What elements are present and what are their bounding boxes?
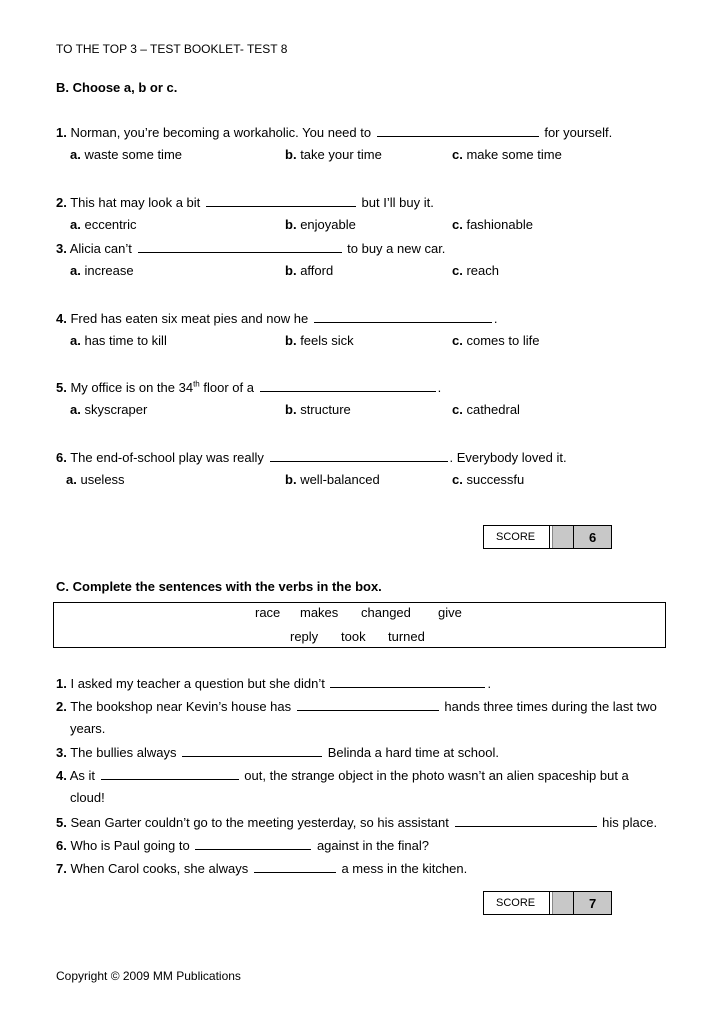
question-number: 3. xyxy=(56,241,67,256)
question-text: floor of a xyxy=(203,380,254,395)
score-max: 7 xyxy=(574,892,611,914)
option-c[interactable]: c. successfu xyxy=(452,472,525,487)
option-a[interactable]: a. useless xyxy=(66,472,125,487)
verb-box xyxy=(53,602,666,648)
question-text: Alicia can’t xyxy=(69,241,132,256)
question-b4 xyxy=(56,310,497,327)
question-text: . xyxy=(493,311,498,326)
question-text: for yourself. xyxy=(544,125,613,140)
answer-blank[interactable] xyxy=(138,240,342,253)
answer-blank[interactable] xyxy=(254,860,336,873)
question-text: Fred has eaten six meat pies and now he xyxy=(70,311,309,326)
option-b[interactable]: b. feels sick xyxy=(285,333,354,348)
score-box-c xyxy=(483,891,612,915)
option-a[interactable]: a. eccentric xyxy=(70,217,137,232)
question-text: his place. xyxy=(602,815,658,830)
score-label: SCORE xyxy=(484,892,550,914)
question-text: My office is on the 34 xyxy=(70,380,194,395)
score-box-b xyxy=(483,525,612,549)
answer-blank[interactable] xyxy=(314,310,492,323)
verb-word: reply xyxy=(290,629,319,644)
verb-word: took xyxy=(341,629,366,644)
question-number: 1. xyxy=(56,125,67,140)
question-text: Sean Garter couldn’t go to the meeting yesterday, so his assistant xyxy=(70,815,449,830)
score-label: SCORE xyxy=(484,526,550,548)
option-a[interactable]: a. waste some time xyxy=(70,147,183,162)
option-c[interactable]: c. cathedral xyxy=(452,402,520,417)
answer-blank[interactable] xyxy=(330,675,485,688)
question-text: a mess in the kitchen. xyxy=(341,861,468,876)
question-text: This hat may look a bit xyxy=(70,195,201,210)
question-text: As it xyxy=(69,768,96,783)
sentence-c4 xyxy=(56,767,629,784)
sentence-c6 xyxy=(56,837,429,854)
option-c[interactable]: c. comes to life xyxy=(452,333,540,348)
question-number: 4. xyxy=(56,768,67,783)
verb-word: race xyxy=(255,605,281,620)
question-b6 xyxy=(56,449,567,466)
option-b[interactable]: b. take your time xyxy=(285,147,382,162)
option-b[interactable]: b. well-balanced xyxy=(285,472,380,487)
answer-blank[interactable] xyxy=(182,744,322,757)
section-b-title: B. Choose a, b or c. xyxy=(56,80,178,95)
question-text: to buy a new car. xyxy=(347,241,446,256)
option-b[interactable]: b. structure xyxy=(285,402,351,417)
question-number: 3. xyxy=(56,745,67,760)
question-text: The bookshop near Kevin’s house has xyxy=(70,699,292,714)
option-a[interactable]: a. has time to kill xyxy=(70,333,167,348)
question-number: 5. xyxy=(56,815,67,830)
option-c[interactable]: c. reach xyxy=(452,263,499,278)
sentence-c4-continued: cloud! xyxy=(70,790,105,805)
answer-blank[interactable] xyxy=(101,767,239,780)
option-a[interactable]: a. increase xyxy=(70,263,134,278)
question-text: Who is Paul going to xyxy=(70,838,190,853)
question-number: 1. xyxy=(56,676,67,691)
answer-blank[interactable] xyxy=(195,837,311,850)
question-text: When Carol cooks, she always xyxy=(70,861,249,876)
question-text: I asked my teacher a question but she didn’t xyxy=(70,676,325,691)
question-b3 xyxy=(56,240,445,257)
option-b[interactable]: b. afford xyxy=(285,263,334,278)
sentence-c7 xyxy=(56,860,467,877)
score-input[interactable] xyxy=(550,526,575,548)
question-text: The bullies always xyxy=(70,745,177,760)
question-number: 6. xyxy=(56,838,67,853)
sentence-c2-continued: years. xyxy=(70,721,106,736)
question-text: The end-of-school play was really xyxy=(70,450,264,465)
question-text: but I’ll buy it. xyxy=(361,195,434,210)
question-text: . xyxy=(487,676,492,691)
verb-word: give xyxy=(438,605,462,620)
question-number: 2. xyxy=(56,195,67,210)
page-header: TO THE TOP 3 – TEST BOOKLET- TEST 8 xyxy=(56,42,288,56)
verb-word: makes xyxy=(300,605,339,620)
answer-blank[interactable] xyxy=(297,698,439,711)
answer-blank[interactable] xyxy=(260,379,436,392)
question-number: 5. xyxy=(56,380,67,395)
superscript: th xyxy=(193,379,200,389)
question-b2 xyxy=(56,194,434,211)
option-c[interactable]: c. make some time xyxy=(452,147,562,162)
section-c-title: C. Complete the sentences with the verbs in the box. xyxy=(56,579,382,594)
sentence-c3 xyxy=(56,744,499,761)
question-number: 6. xyxy=(56,450,67,465)
verb-word: changed xyxy=(361,605,411,620)
question-number: 4. xyxy=(56,311,67,326)
question-text: Belinda a hard time at school. xyxy=(327,745,499,760)
question-text: . Everybody loved it. xyxy=(449,450,567,465)
score-input[interactable] xyxy=(550,892,575,914)
question-text: out, the strange object in the photo wasn’t an alien spaceship but a xyxy=(244,768,629,783)
question-number: 7. xyxy=(56,861,67,876)
question-text: against in the final? xyxy=(316,838,429,853)
question-b5 xyxy=(56,379,441,396)
sentence-c2 xyxy=(56,698,657,715)
question-text: . xyxy=(437,380,442,395)
sentence-c5 xyxy=(56,814,657,831)
question-number: 2. xyxy=(56,699,67,714)
question-text: hands three times during the last two xyxy=(444,699,657,714)
copyright-footer: Copyright © 2009 MM Publications xyxy=(56,969,241,983)
answer-blank[interactable] xyxy=(377,124,539,137)
answer-blank[interactable] xyxy=(270,449,448,462)
question-text: Norman, you’re becoming a workaholic. You need to xyxy=(70,125,372,140)
answer-blank[interactable] xyxy=(206,194,356,207)
score-max: 6 xyxy=(574,526,611,548)
option-c[interactable]: c. fashionable xyxy=(452,217,533,232)
option-b[interactable]: b. enjoyable xyxy=(285,217,356,232)
option-a[interactable]: a. skyscraper xyxy=(70,402,148,417)
verb-word: turned xyxy=(388,629,425,644)
sentence-c1 xyxy=(56,675,491,692)
question-b1 xyxy=(56,124,612,141)
answer-blank[interactable] xyxy=(455,814,597,827)
